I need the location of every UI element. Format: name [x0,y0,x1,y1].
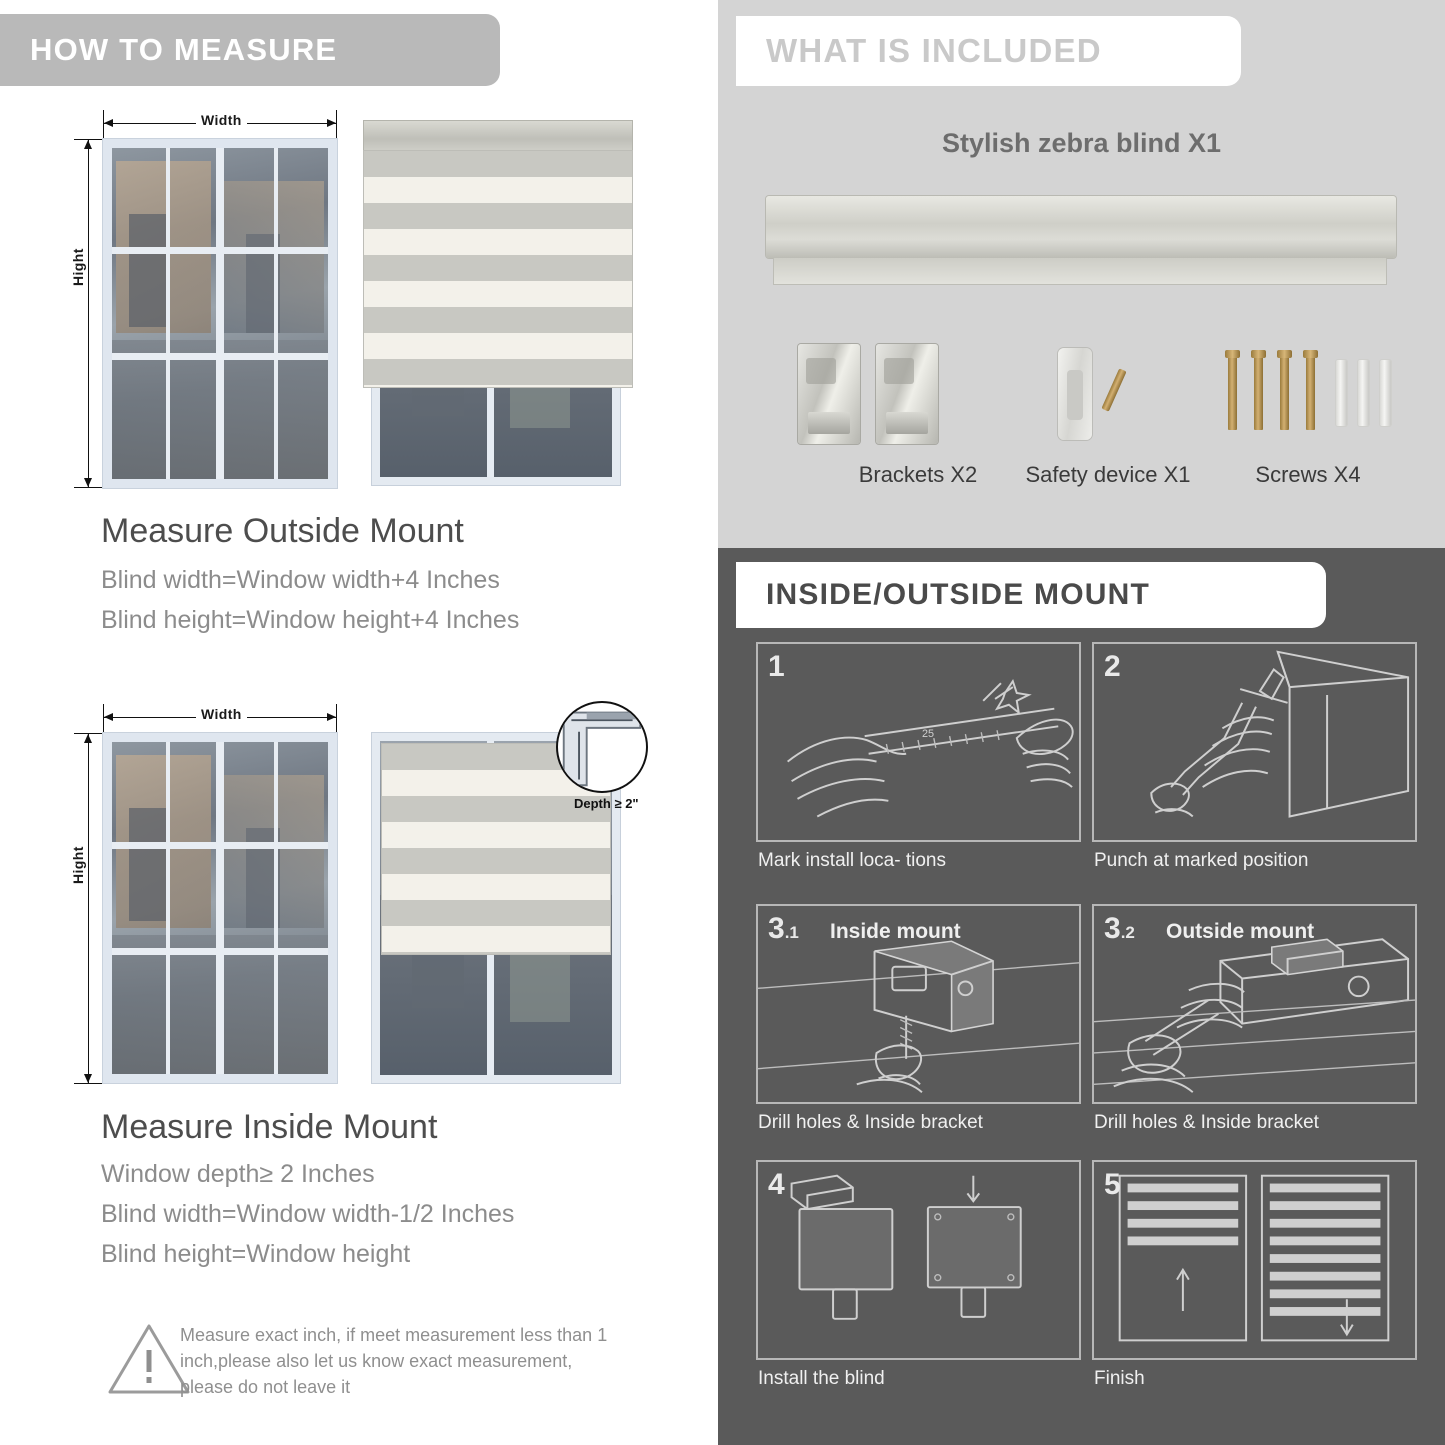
what-is-included-panel [718,0,1445,548]
bracket-icon-1 [798,344,860,444]
inside-width-tick-right [336,704,337,734]
step-3-2-caption: Drill holes & Inside bracket [1094,1112,1319,1133]
inside-mount-diagram [0,596,712,1296]
step-3-1-caption: Drill holes & Inside bracket [758,1112,983,1133]
screw-icon-3 [1280,356,1289,430]
inside-outside-mount-panel [718,548,1445,1445]
screw-icon-2 [1254,356,1263,430]
window-mullion-v3 [274,742,278,1074]
step-5-number [1104,1168,1121,1202]
how-to-measure-column [0,0,712,1445]
inside-height-label: Hight [70,842,86,888]
depth-detail-sketch [558,703,646,791]
measure-note-text: Measure exact inch, if meet measurement less than 1 inch,please also let us know exact measurement, please do not leave it [180,1325,608,1398]
step-3-2-number-value: 3 [1104,912,1121,945]
step-4-sketch [758,1162,1079,1358]
step-2-number [1104,650,1121,684]
included-product-title: Stylish zebra blind X1 [941,128,1222,158]
inside-mount-line-1: Window depth≥ 2 Inches [101,1160,375,1188]
zebra-blind-headrail [766,196,1396,258]
mount-banner-label: INSIDE/OUTSIDE MOUNT [766,578,1151,611]
inside-height-tick-bottom [74,1083,106,1084]
outside-width-label: Width [196,112,247,128]
included-parts-row [718,320,1445,450]
inside-mount-line-3: Blind height=Window height [101,1240,411,1268]
step-3-1-subnumber: .1 [784,923,799,942]
window-mullion-h1 [112,842,328,849]
mount-step-3-2 [1092,904,1417,1104]
outside-blind-fabric [364,151,632,387]
window-mullion-h2 [112,353,328,360]
outside-mount-title: Measure Outside Mount [101,512,464,550]
window-mullion-v3 [274,148,278,479]
window-mullion-v2 [166,742,170,1074]
part-caption-brackets: Brackets X2 [858,462,978,487]
step-2-caption: Punch at marked position [1094,850,1309,871]
mount-step-4 [756,1160,1081,1360]
height-tick-bottom [74,487,106,488]
window-mullion-h1 [112,247,328,254]
inside-height-arrow [88,734,89,1083]
part-caption-screws: Screws X4 [1255,462,1361,487]
screw-icon-4 [1306,356,1315,430]
step-1-number [768,650,785,684]
outside-mount-line-2: Blind height=Window height+4 Inches [101,606,520,634]
zebra-blind-headrail-base [774,258,1386,284]
outside-blind-headrail [364,121,632,151]
wall-anchor-icon-1 [1336,360,1347,426]
step-5-number-value: 5 [1104,1168,1121,1201]
window-mullion-h2 [112,948,328,955]
step-1-number-value: 1 [768,650,785,683]
outside-height-label: Hight [70,244,86,290]
outside-mount-diagram [0,0,712,660]
step-4-number-value: 4 [768,1168,785,1201]
step-5-sketch [1094,1162,1415,1358]
inside-mount-line-2: Blind width=Window width-1/2 Inches [101,1200,515,1228]
bracket-icon-2 [876,344,938,444]
how-to-measure-banner-label: HOW TO MEASURE [30,32,338,67]
step-3-2-subnumber: .2 [1120,923,1135,942]
wall-anchor-icon-3 [1380,360,1391,426]
inside-window-illustration [103,733,337,1083]
step-1-caption: Mark install loca- tions [758,850,946,871]
window-mullion-v2 [166,148,170,479]
step-3-1-number [768,912,799,946]
outside-mount-line-1: Blind width=Window width+4 Inches [101,566,500,594]
window-mullion-vertical [216,742,224,1074]
step-5-caption: Finish [1094,1368,1145,1389]
mount-banner [736,562,1326,628]
mount-step-5 [1092,1160,1417,1360]
part-caption-safety-device: Safety device X1 [1025,462,1191,487]
step-4-number [768,1168,785,1202]
step-4-caption: Install the blind [758,1368,885,1389]
depth-label: Depth ≥ 2" [574,796,639,811]
safety-device-screw-icon [1101,368,1126,411]
safety-device-icon [1058,348,1092,440]
step-2-sketch [1094,644,1415,840]
step-1-sketch [758,644,1079,840]
mount-step-3-1 [756,904,1081,1104]
screw-icon-1 [1228,356,1237,430]
what-is-included-banner-label: WHAT IS INCLUDED [766,32,1102,69]
svg-text:25: 25 [921,728,935,741]
window-mullion-vertical [216,148,224,479]
wall-anchor-icon-2 [1358,360,1369,426]
depth-detail-circle [556,701,648,793]
outside-window-illustration [103,139,337,488]
step-3-2-subtitle: Outside mount [1166,920,1315,943]
inside-width-label: Width [196,706,247,722]
step-3-1-subtitle: Inside mount [830,920,961,943]
inside-mount-title: Measure Inside Mount [101,1108,438,1146]
step-3-1-number-value: 3 [768,912,785,945]
step-2-number-value: 2 [1104,650,1121,683]
what-is-included-banner [736,16,1241,86]
mount-step-1 [756,642,1081,842]
step-3-2-number [1104,912,1135,946]
outside-height-arrow [88,140,89,487]
mount-step-2 [1092,642,1417,842]
width-tick-right [336,110,337,140]
